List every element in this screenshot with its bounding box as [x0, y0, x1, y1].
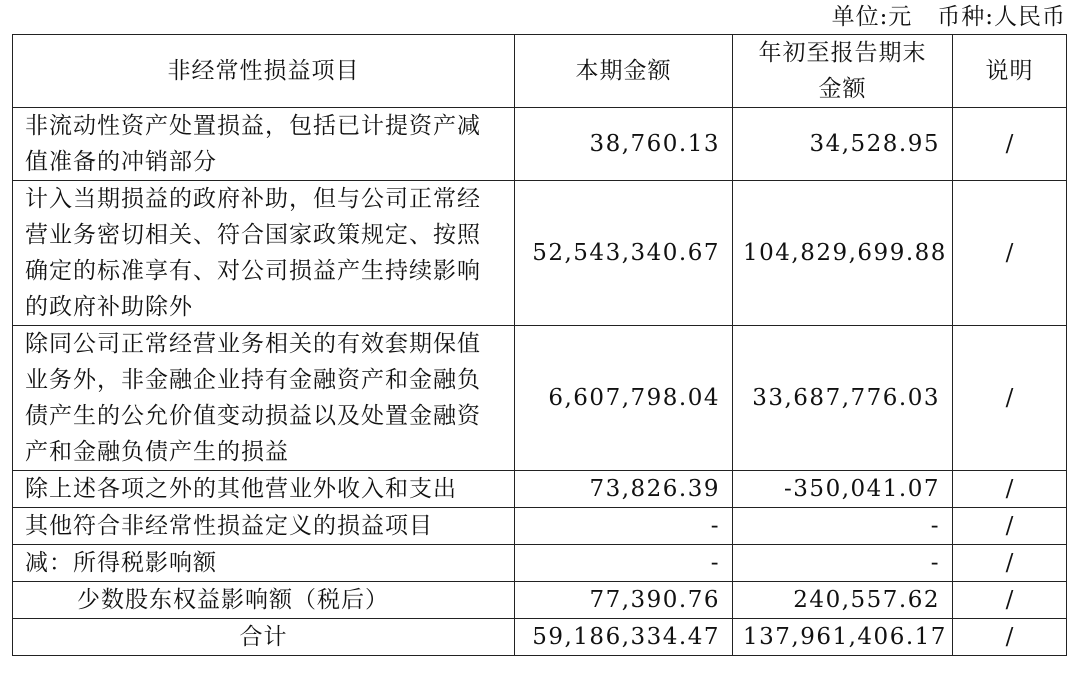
row-current-amount: -	[515, 545, 733, 582]
table-row	[13, 326, 1067, 471]
row-ytd-amount: 137,961,406.17	[733, 619, 953, 656]
row-ytd-amount: 104,829,699.88	[733, 181, 953, 326]
header-current-amount: 本期金额	[515, 35, 733, 108]
row-current-amount: 77,390.76	[515, 582, 733, 619]
row-current-amount: 73,826.39	[515, 471, 733, 508]
unit-currency-line: 单位:元 币种:人民币	[831, 4, 1066, 30]
row-note: /	[953, 471, 1067, 508]
row-ytd-amount: -	[733, 508, 953, 545]
header-ytd-line1: 年初至报告期末	[758, 40, 927, 66]
non-recurring-gains-losses-table	[12, 34, 1067, 656]
row-note: /	[953, 108, 1067, 181]
header-item: 非经常性损益项目	[13, 35, 515, 108]
row-item-label: 减：所得税影响额	[13, 545, 515, 582]
table-row	[13, 582, 1067, 619]
row-current-amount: -	[515, 508, 733, 545]
row-current-amount: 52,543,340.67	[515, 181, 733, 326]
row-ytd-amount: 240,557.62	[733, 582, 953, 619]
table-row	[13, 181, 1067, 326]
row-item-label: 合计	[13, 619, 515, 656]
row-current-amount: 59,186,334.47	[515, 619, 733, 656]
row-ytd-amount: 34,528.95	[733, 108, 953, 181]
row-item-label: 除上述各项之外的其他营业外收入和支出	[13, 471, 515, 508]
row-note: /	[953, 508, 1067, 545]
table-row-total	[13, 619, 1067, 656]
row-note: /	[953, 181, 1067, 326]
header-ytd-line2: 金额	[818, 76, 867, 102]
row-ytd-amount: -	[733, 545, 953, 582]
row-note: /	[953, 582, 1067, 619]
row-ytd-amount: 33,687,776.03	[733, 326, 953, 471]
table-header-row	[13, 35, 1067, 108]
table-row	[13, 471, 1067, 508]
header-ytd-amount	[733, 35, 953, 108]
row-ytd-amount: -350,041.07	[733, 471, 953, 508]
row-note: /	[953, 619, 1067, 656]
row-item-label: 除同公司正常经营业务相关的有效套期保值业务外，非金融企业持有金融资产和金融负债产生的公允价值变动损益以及处置金融资产和金融负债产生的损益	[13, 326, 515, 471]
row-item-label: 计入当期损益的政府补助，但与公司正常经营业务密切相关、符合国家政策规定、按照确定的标准享有、对公司损益产生持续影响的政府补助除外	[13, 181, 515, 326]
table-row	[13, 508, 1067, 545]
row-item-label: 其他符合非经常性损益定义的损益项目	[13, 508, 515, 545]
row-current-amount: 6,607,798.04	[515, 326, 733, 471]
row-note: /	[953, 545, 1067, 582]
row-current-amount: 38,760.13	[515, 108, 733, 181]
row-item-label: 少数股东权益影响额（税后）	[13, 582, 515, 619]
table-row	[13, 108, 1067, 181]
header-note: 说明	[953, 35, 1067, 108]
table-row	[13, 545, 1067, 582]
row-note: /	[953, 326, 1067, 471]
row-item-label: 非流动性资产处置损益，包括已计提资产减值准备的冲销部分	[13, 108, 515, 181]
